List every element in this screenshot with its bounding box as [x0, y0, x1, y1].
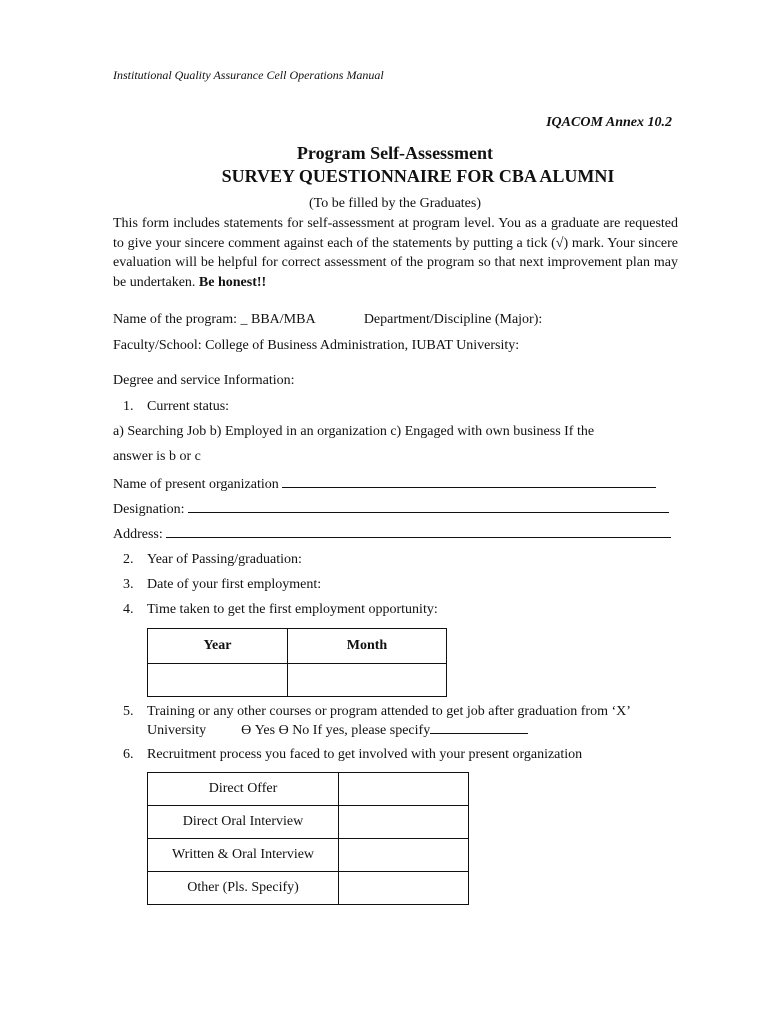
year-header: Year [148, 629, 288, 664]
org-row [113, 475, 656, 493]
time-table-header-row [148, 629, 447, 664]
table-row [148, 806, 469, 839]
question-6-number: 6. [123, 747, 134, 762]
department-label: Department/Discipline (Major): [363, 312, 543, 327]
table-row [148, 872, 469, 905]
address-row [113, 525, 671, 543]
recruitment-table [147, 772, 469, 905]
intro-text: This form includes statements for self-assessment at program level. You as a graduate are requested to give your sincere comment against each of the statements by putting a tick (√) mark. Your sincere evaluation will be helpful for correct assessment of the program so that next improvement plan may be undertaken. [113, 216, 678, 290]
org-label: Name of present organization [113, 477, 279, 492]
question-3-text: Date of your first employment: [147, 577, 322, 592]
address-label: Address: [113, 527, 163, 542]
question-5-number: 5. [123, 704, 134, 719]
recruitment-option-cell[interactable] [339, 872, 469, 905]
question-5-text-line2: University ϴ Yes ϴ No If yes, please specify [147, 723, 431, 738]
question-5 [123, 704, 631, 720]
fill-instruction: (To be filled by the Graduates) [308, 196, 481, 211]
question-4-text: Time taken to get the first employment opportunity: [147, 602, 438, 617]
recruitment-option-label: Written & Oral Interview [148, 839, 339, 872]
question-5-line2 [147, 721, 528, 739]
designation-row [113, 500, 669, 518]
degree-info-label: Degree and service Information: [113, 373, 295, 388]
question-3 [123, 577, 321, 593]
status-options-line1: a) Searching Job b) Employed in an organization c) Engaged with own business If the [113, 424, 595, 439]
question-6 [123, 747, 582, 763]
year-cell[interactable] [148, 664, 288, 697]
recruitment-option-label: Direct Oral Interview [148, 806, 339, 839]
annex-label: IQACOM Annex 10.2 [546, 115, 672, 130]
time-taken-table [147, 628, 447, 697]
program-label: Name of the program: _ BBA/MBA [113, 312, 315, 327]
table-row [148, 839, 469, 872]
question-1-number: 1. [123, 399, 134, 414]
page-title: Program Self-Assessment [296, 143, 494, 163]
question-1-text: Current status: [147, 399, 230, 414]
manual-header: Institutional Quality Assurance Cell Operations Manual [113, 68, 384, 82]
question-2-text: Year of Passing/graduation: [147, 552, 302, 567]
recruitment-option-cell[interactable] [339, 806, 469, 839]
month-cell[interactable] [288, 664, 447, 697]
designation-label: Designation: [113, 502, 185, 517]
month-header: Month [288, 629, 447, 664]
question-1 [123, 399, 229, 415]
intro-emphasis: Be honest!! [198, 274, 267, 290]
intro-paragraph [113, 214, 678, 292]
page-subtitle: SURVEY QUESTIONNAIRE FOR CBA ALUMNI [221, 166, 615, 186]
faculty-label: Faculty/School: College of Business Administration, IUBAT University: [113, 338, 520, 353]
specify-input-line[interactable] [430, 721, 528, 734]
recruitment-option-cell[interactable] [339, 839, 469, 872]
program-line [113, 312, 542, 328]
question-4 [123, 602, 438, 618]
question-5-text-line1: Training or any other courses or program attended to get job after graduation from ‘X’ [147, 704, 631, 719]
question-2-number: 2. [123, 552, 134, 567]
question-2 [123, 552, 302, 568]
question-6-text: Recruitment process you faced to get involved with your present organization [147, 747, 583, 762]
time-table-input-row [148, 664, 447, 697]
recruitment-option-cell[interactable] [339, 773, 469, 806]
org-input-line[interactable] [282, 475, 656, 488]
question-3-number: 3. [123, 577, 134, 592]
recruitment-option-label: Other (Pls. Specify) [148, 872, 339, 905]
question-4-number: 4. [123, 602, 134, 617]
status-options-line2: answer is b or c [113, 449, 201, 464]
recruitment-option-label: Direct Offer [148, 773, 339, 806]
address-input-line[interactable] [166, 525, 671, 538]
designation-input-line[interactable] [188, 500, 669, 513]
table-row [148, 773, 469, 806]
